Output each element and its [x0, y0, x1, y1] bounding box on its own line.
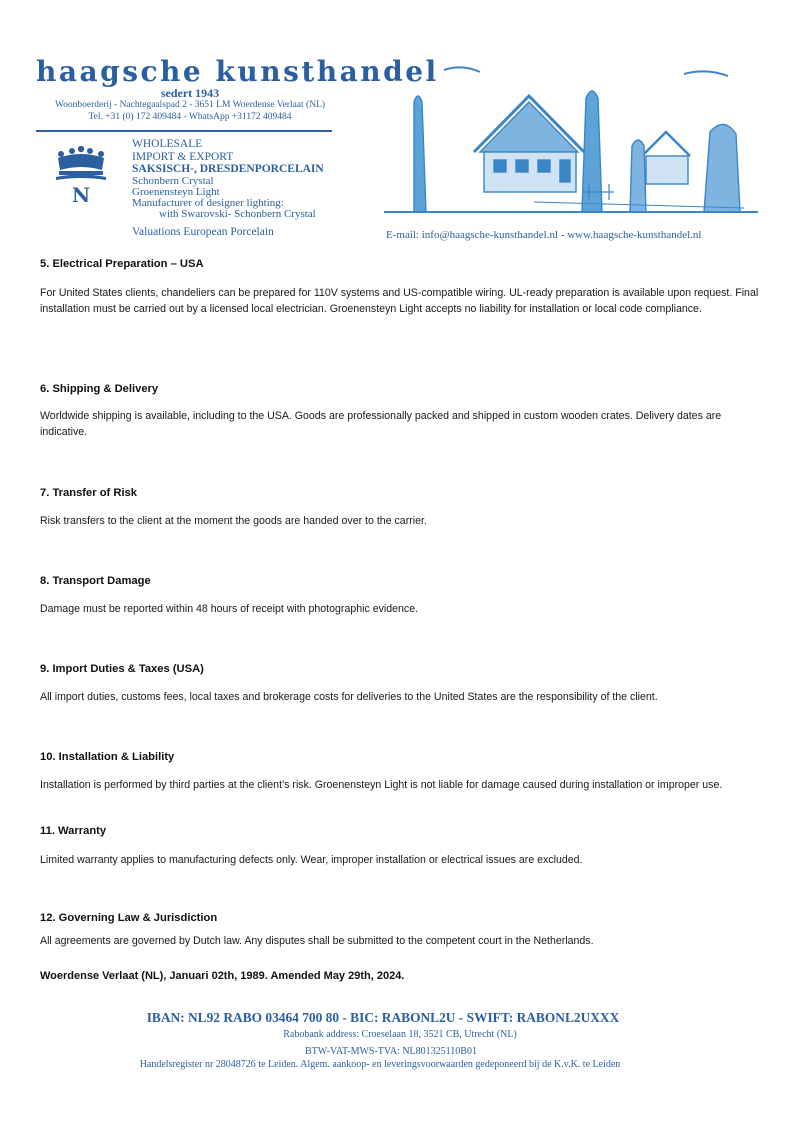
bank-details: IBAN: NL92 RABO 03464 700 80 - BIC: RABONL2U - SWIFT: RABONL2UXXX: [146, 1010, 620, 1025]
section-body: For United States clients, chandeliers can be prepared for 110V systems and US-compatible wiring. UL-ready preparation is available upon request. Final installation must be carried out by a licensed local electrician. Groenensteyn Light accepts no liability for installation or local code compliance.: [40, 287, 759, 315]
header-divider: [36, 130, 332, 132]
section-body: Damage must be reported within 48 hours of receipt with photographic evidence.: [40, 603, 419, 615]
service-manufacturer: Manufacturer of designer lighting:: [132, 196, 284, 209]
section-shipping: [40, 383, 760, 440]
section-body: All agreements are governed by Dutch law. Any disputes shall be submitted to the competent court in the Netherlands.: [40, 935, 594, 947]
section-heading: 6. Shipping & Delivery: [40, 383, 159, 395]
service-crystal: Schonbern Crystal: [132, 174, 214, 187]
service-swarovski: with Swarovski- Schonbern Crystal: [159, 207, 316, 220]
service-light: Groenensteyn Light: [132, 185, 220, 198]
closing-date-line: Woerdense Verlaat (NL), Januari 02th, 1989. Amended May 29th, 2024.: [40, 970, 405, 982]
section-body: Risk transfers to the client at the moment the goods are handed over to the carrier.: [40, 515, 427, 527]
section-body: Limited warranty applies to manufacturing defects only. Wear, improper installation or electrical issues are excluded.: [40, 854, 583, 866]
bank-address: Rabobank address: Croeselaan 18, 3521 CB, Utrecht (NL): [283, 1029, 517, 1040]
section-import-duties: [40, 663, 760, 706]
section-heading: 12. Governing Law & Jurisdiction: [40, 912, 218, 924]
section-risk: [40, 487, 760, 530]
section-heading: 10. Installation & Liability: [40, 751, 175, 763]
since-line: sedert 1943: [160, 86, 220, 100]
crest-letter: N: [71, 183, 91, 206]
section-electrical: [40, 258, 760, 317]
service-porcelain: SAKSISCH-, DRESDENPORCELAIN: [132, 163, 324, 175]
email-website-line: E-mail: info@haagsche-kunsthandel.nl - www.haagsche-kunsthandel.nl: [386, 229, 702, 241]
service-import-export: IMPORT & EXPORT: [132, 150, 234, 163]
services-list: [132, 138, 324, 238]
farmhouse-illustration: [384, 62, 758, 224]
section-heading: 8. Transport Damage: [40, 575, 151, 587]
crown-crest-icon: [52, 146, 110, 206]
company-address: Woonboerderij - Nachtegaalspad 2 - 3651 LM Woerdense Verlaat (NL): [54, 100, 326, 110]
section-body: All import duties, customs fees, local taxes and brokerage costs for deliveries to the United States are the responsibility of the client.: [40, 691, 658, 703]
section-transport-damage: [40, 575, 760, 618]
brand-name: haagsche kunsthandel: [36, 55, 439, 88]
section-heading: 5. Electrical Preparation – USA: [40, 258, 204, 270]
section-heading: 11. Warranty: [40, 825, 107, 837]
service-valuations: Valuations European Porcelain: [132, 225, 274, 238]
section-body: Worldwide shipping is available, including to the USA. Goods are professionally packed and shipped in custom wooden crates. Delivery dates are indicative.: [40, 410, 722, 438]
section-governing-law: [40, 912, 760, 950]
section-heading: 7. Transfer of Risk: [40, 487, 137, 499]
section-body: Installation is performed by third parties at the client’s risk. Groenensteyn Light is not liable for damage caused during installation or improper use.: [40, 779, 723, 791]
section-warranty: [40, 825, 760, 869]
section-installation: [40, 751, 760, 794]
company-phone: Tel. +31 (0) 172 409484 - WhatsApp +31172 409484: [88, 112, 292, 122]
trade-register: Handelsregister nr 28048726 te Leiden. Algem. aankoop- en leveringsvoorwaarden gedeponeerd bij de K.v.K. te Leiden: [139, 1059, 621, 1070]
vat-number: BTW-VAT-MWS-TVA: NL801325110B01: [305, 1046, 477, 1057]
section-heading: 9. Import Duties & Taxes (USA): [40, 663, 204, 675]
service-wholesale: WHOLESALE: [132, 138, 203, 150]
